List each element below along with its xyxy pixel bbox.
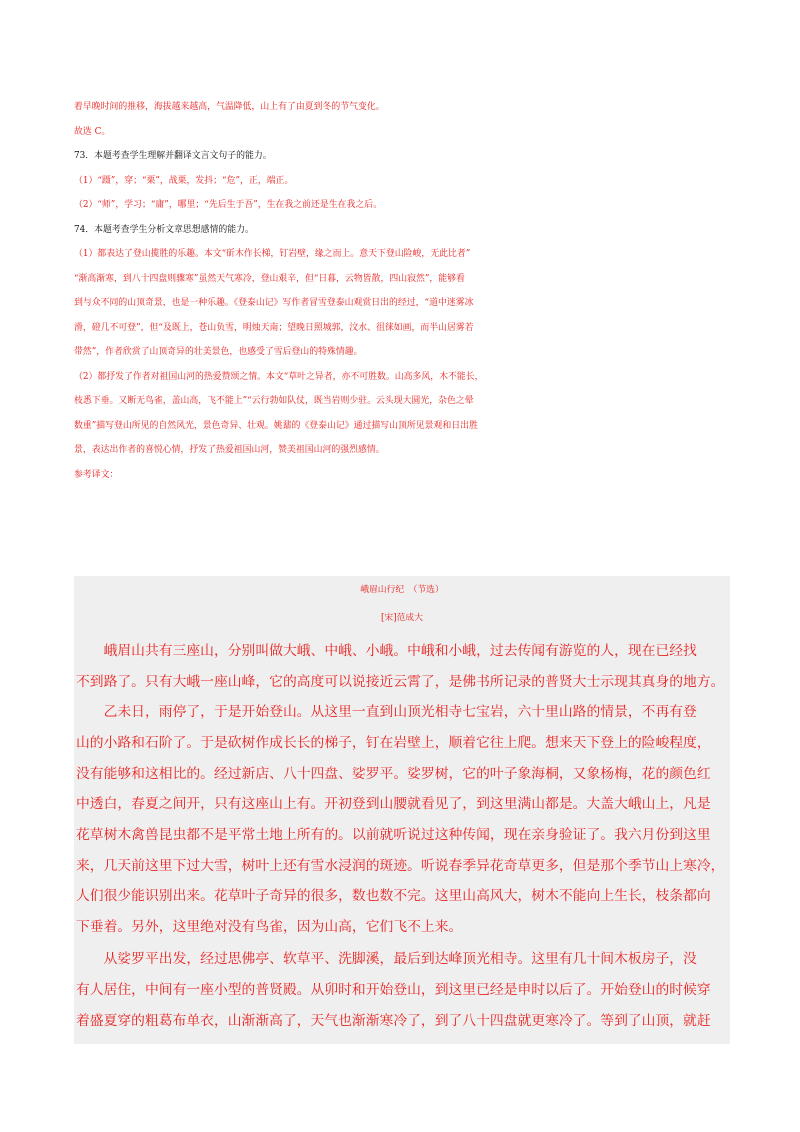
answer-line: （1）“蹑”，穿；“栗”，战栗，发抖；“危”，正，端正。 <box>74 175 294 186</box>
answer-line: 着早晚时间的推移，海拔越来越高，气温降低，山上有了由夏到冬的节气变化。 <box>74 102 385 112</box>
answer-line: （2）“师”，学习；“庸”，哪里；“先后生于吾”，生在我之前还是生在我之后。 <box>74 200 382 210</box>
question-heading-74: 74．本题考查学生分析文章思想感情的能力。 <box>74 224 254 235</box>
answer-line: （1）都表达了登山揽胜的乐趣。本文“斫木作长梯，钉岩壁，缘之而上。意天下登山险峻，无此比者” <box>74 249 471 259</box>
answer-line: 枝悉下垂。又断无鸟雀，盖山高，飞不能上”“云行勃如队仗，既当岩则少驻。云头现大圆光，杂色之晕 <box>74 396 474 406</box>
answer-line: 数重”描写登山所见的自然风光，景色奇异、壮观。姚鼐的《登泰山记》通过描写山顶所见景观和日出胜 <box>74 420 478 431</box>
answer-line: 滑，磴几不可登”，但“及既上，苍山负雪，明烛天南；望晚日照城郭，汶水、徂徕如画，而半山居雾若 <box>74 322 474 333</box>
translation-line: 中透白，春夏之间开，只有这座山上有。开初登到山腰就看见了，到这里满山都是。大盖大峨山上，凡是 <box>76 796 711 812</box>
translation-line: 花草树木禽兽昆虫都不是平常土地上所有的。以前就听说过这种传闻，现在亲身验证了。我六月份到这里 <box>76 827 711 843</box>
reference-translation-label: 参考译文： <box>74 469 119 480</box>
translation-line: 来，几天前这里下过大雪，树叶上还有雪水浸润的斑迹。听说春季异花奇草更多，但是那个季节山上寒冷， <box>76 858 725 874</box>
translation-line: 从娑罗平出发，经过思佛亭、软草平、洗脚溪，最后到达峰顶光相寺。这里有几十间木板房子，没 <box>76 951 697 967</box>
question-heading-73: 73．本题考查学生理解并翻译文言文句子的能力。 <box>74 151 272 161</box>
answer-line: （2）都抒发了作者对祖国山河的热爱赞颂之情。本文“草叶之异者，亦不可胜数。山高多风，木不能长， <box>74 371 484 382</box>
answer-line: “渐高渐寒，到八十四盘则骤寒”虽然天气寒冷，登山艰辛，但“日暮，云物皆散，四山寂然”，能够看 <box>74 273 465 284</box>
translation-panel <box>74 576 730 1044</box>
translation-line: 没有能够和这相比的。经过新店、八十四盘、娑罗平。娑罗树，它的叶子象海桐，又象杨梅，花的颜色红 <box>76 766 711 782</box>
translation-line: 不到路了。只有大峨一座山峰，它的高度可以说接近云霄了，是佛书所记录的普贤大士示现其真身的地方。 <box>76 674 725 690</box>
answer-section <box>74 95 734 487</box>
answer-line: 景，表达出作者的喜悦心情，抒发了热爱祖国山河，赞美祖国山河的强烈感情。 <box>74 445 385 455</box>
translation-title: 峨眉山行纪 （节选） <box>360 585 444 595</box>
translation-line: 峨眉山共有三座山，分别叫做大峨、中峨、小峨。中峨和小峨，过去传闻有游览的人，现在已经找 <box>76 643 697 659</box>
translation-line: 山的小路和石阶了。于是砍树作成长长的梯子，钉在岩壁上，顺着它往上爬。想来天下登上的险峻程度， <box>76 735 711 751</box>
answer-line: 带然”，作者欣赏了山顶奇异的壮美景色，也感受了雪后登山的特殊情趣。 <box>74 347 363 357</box>
translation-author: [宋]范成大 <box>380 613 424 623</box>
translation-line: 着盛夏穿的粗葛布单衣，山渐渐高了，天气也渐渐寒冷了，到了八十四盘就更寒冷了。等到了山顶，就赶 <box>76 1013 711 1029</box>
translation-line: 人们很少能识别出来。花草叶子奇异的很多，数也数不完。这里山高风大，树木不能向上生长，枝条都向 <box>76 888 711 904</box>
answer-line: 到与众不同的山顶奇景，也是一种乐趣。《登泰山记》写作者冒雪登泰山观赏日出的经过，“道中迷雾冰 <box>74 298 474 308</box>
translation-line: 乙未日，雨停了，于是开始登山。从这里一直到山顶光相寺七宝岩，六十里山路的情景，不再有登 <box>76 704 697 720</box>
translation-line: 有人居住，中间有一座小型的普贤殿。从卯时和开始登山，到这里已经是申时以后了。开始登山的时候穿 <box>76 982 711 998</box>
answer-line: 故选 C。 <box>74 126 111 137</box>
translation-line: 下垂着。另外，这里绝对没有鸟雀，因为山高，它们飞不上来。 <box>76 919 463 935</box>
